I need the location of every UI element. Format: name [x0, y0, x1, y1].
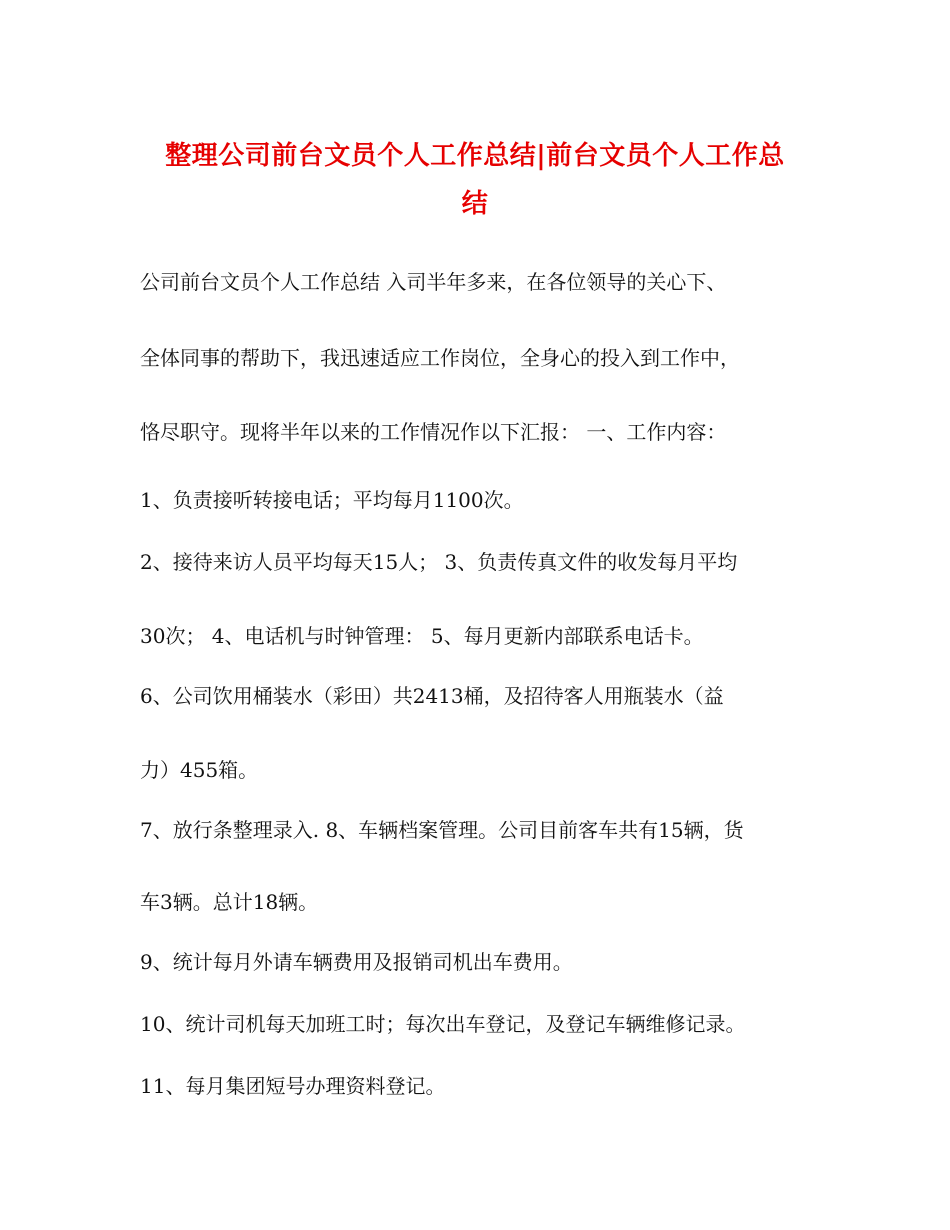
list-item-1: 1、负责接听转接电话；平均每月1100次。: [140, 488, 524, 512]
title-line-2: 结: [461, 189, 489, 219]
list-item-2: 2、接待来访人员平均每天15人； 3、负责传真文件的收发每月平均: [140, 550, 738, 574]
document-title: [140, 132, 810, 228]
list-item-6-cont: 力）455箱。: [140, 758, 259, 782]
list-item-11: 11、每月集团短号办理资料登记。: [140, 1074, 446, 1098]
list-item-9: 9、统计每月外请车辆费用及报销司机出车费用。: [140, 950, 573, 974]
body-line-3: 恪尽职守。现将半年以来的工作情况作以下汇报： 一、工作内容：: [140, 420, 727, 444]
list-item-7: 7、放行条整理录入. 8、车辆档案管理。公司目前客车共有15辆，货: [140, 818, 744, 842]
body-line-1: 公司前台文员个人工作总结 入司半年多来，在各位领导的关心下、: [140, 270, 727, 294]
list-item-2-cont: 30次； 4、电话机与时钟管理： 5、每月更新内部联系电话卡。: [140, 624, 704, 648]
list-item-7-cont: 车3辆。总计18辆。: [140, 890, 319, 914]
list-item-10: 10、统计司机每天加班工时；每次出车登记，及登记车辆维修记录。: [140, 1012, 746, 1036]
list-item-6: 6、公司饮用桶装水（彩田）共2413桶，及招待客人用瓶装水（益: [140, 684, 724, 708]
title-line-1: 整理公司前台文员个人工作总结|前台文员个人工作总: [165, 141, 785, 171]
body-line-2: 全体同事的帮助下，我迅速适应工作岗位，全身心的投入到工作中，: [140, 346, 740, 370]
